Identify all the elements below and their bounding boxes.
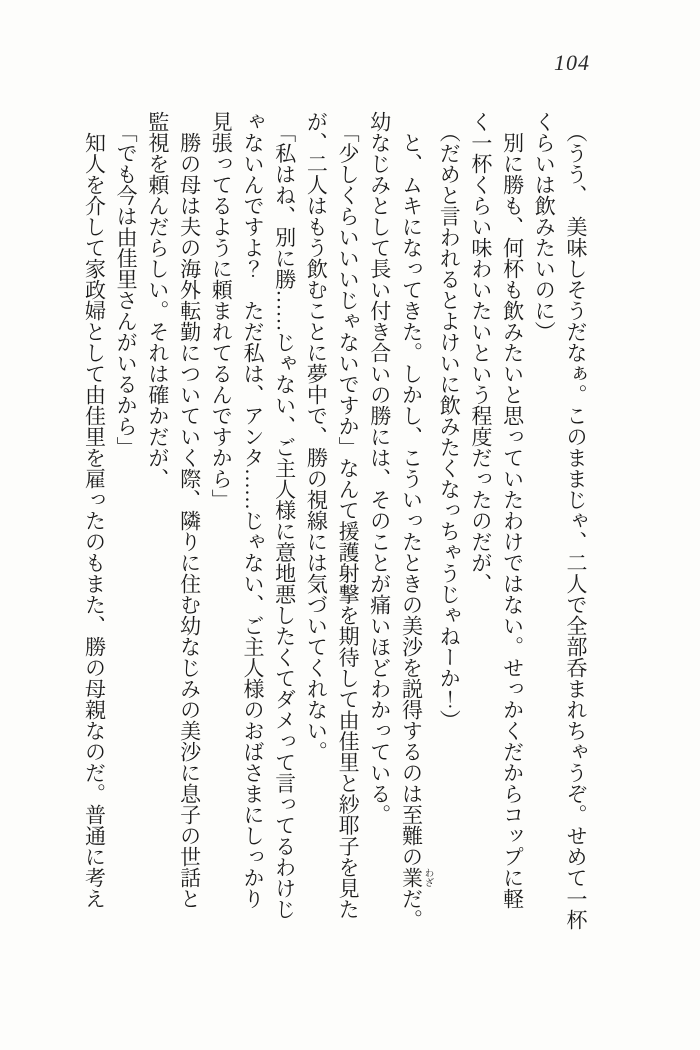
page-number: 104 [554,50,590,75]
text-line-16: 知人を介して家政婦として由佳里を雇ったのもまた、勝の母親なのだ。普通に考え [82,111,107,909]
ruby-base: 業 [399,867,424,888]
vertical-text-block [78,111,591,953]
text-line-2: くらいは飲みたいのに） [532,111,557,342]
text-line-13: 勝の母は夫の海外転勤についていく際、隣りに住む幼なじみの美沙に息子の世話と [177,111,202,909]
text-line-12: 見張ってるように頼まれてるんですから」 [209,111,234,510]
text-line-10: 「私はね、別に勝……じゃない、ご主人様に意地悪したくてダメって言ってるわけじ [272,111,297,920]
ruby-annotation [399,867,433,888]
text-line-6-pre: と、ムキになってきた。しかし、こういったときの美沙を説得するのは至難の [399,111,424,867]
text-line-3: 別に勝も、何杯も飲みたいと思っていたわけではない。せっかくだからコップに軽 [500,111,525,909]
text-line-7: 幼なじみとして長い付き合いの勝には、そのことが痛いほどわかっている。 [367,111,392,825]
text-line-8: 「少しくらいいいじゃないですか」なんて援護射撃を期待して由佳里と紗耶子を見た [336,111,361,920]
text-line-4: く一杯くらい味わいたいという程度だったのだが、 [468,111,493,594]
text-line-15: 「でも今は由佳里さんがいるから」 [114,111,139,458]
text-line-11: ゃないんですよ？ ただ私は、アンタ……じゃない、ご主人様のおばさまにしっかり [240,111,265,909]
text-line-6 [395,111,433,953]
text-line-1: （うう、 美味しそうだなぁ。このままじゃ、二人で全部呑まれちゃうぞ。せめて一杯 [564,111,588,930]
text-line-9: が、二人はもう飲むことに夢中で、勝の視線には気づいてくれない。 [304,111,329,762]
text-line-5: （だめと言われるとよけいに飲みたくなっちゃうじゃねーか！） [437,111,462,731]
text-line-14: 監視を頼んだらしい。それは確かだが、 [145,111,170,489]
furigana: わざ [422,867,433,888]
text-line-6-post: だ。 [399,888,424,930]
